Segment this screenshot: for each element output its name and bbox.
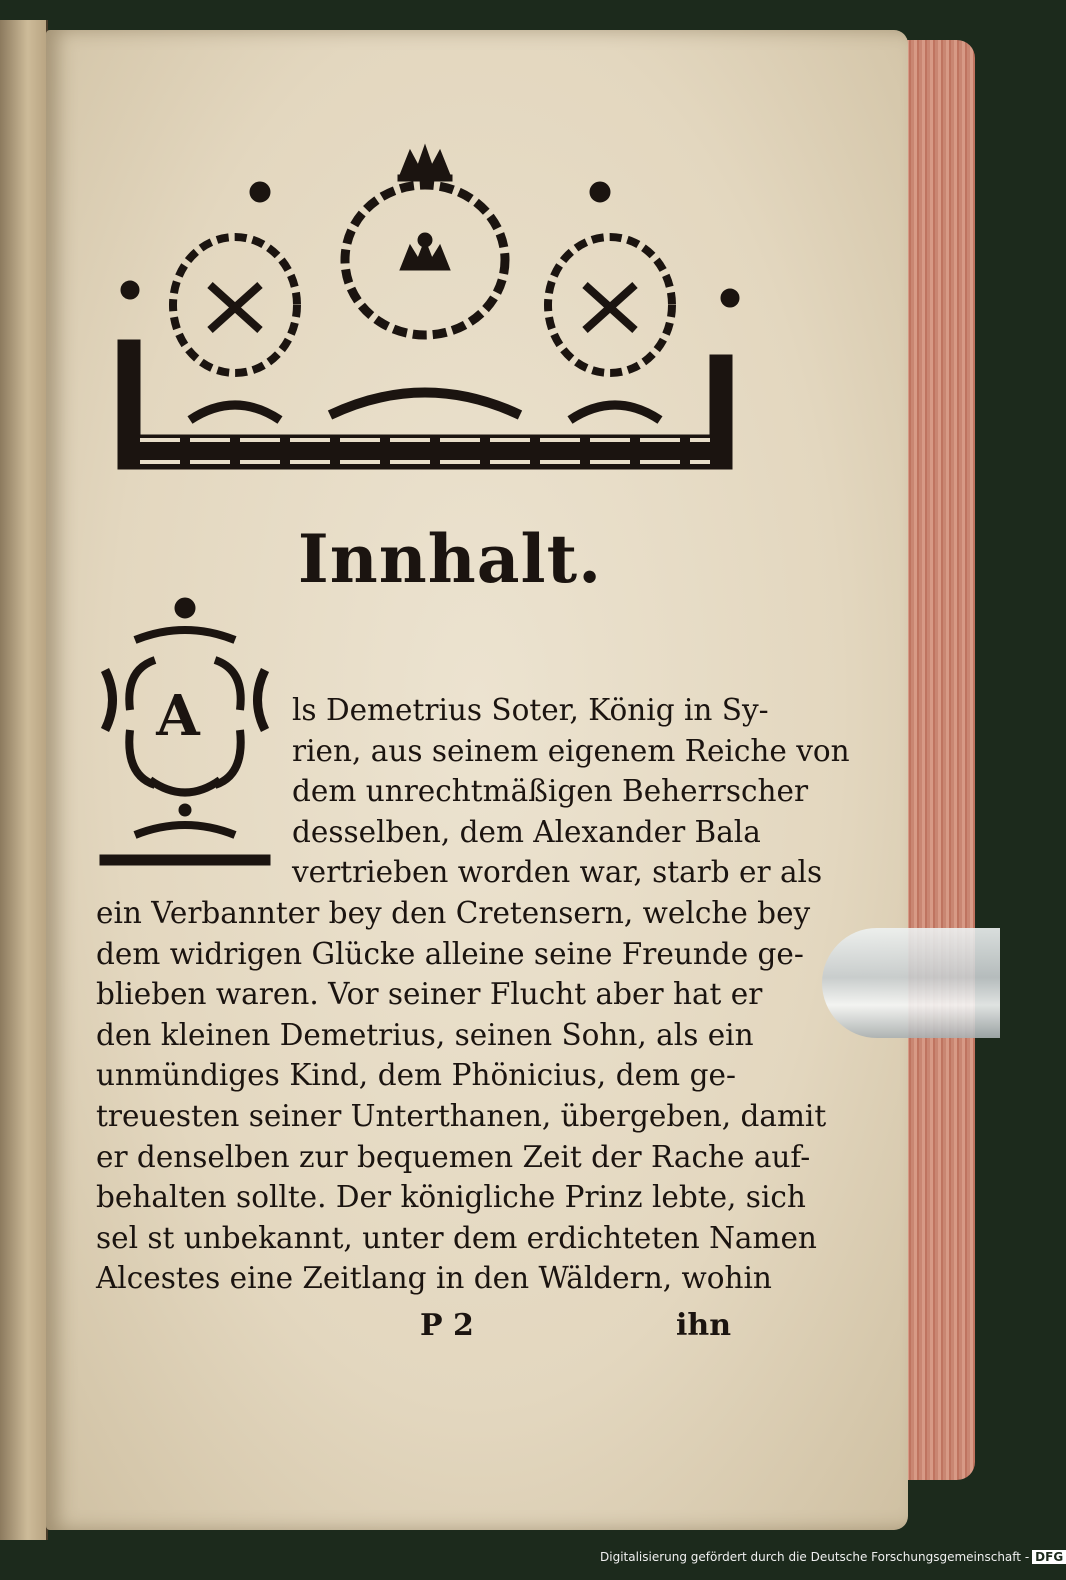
text-line: blieben waren. Vor seiner Flucht aber hat er xyxy=(96,977,763,1012)
text-line: ein Verbannter bey den Cretensern, welche bey xyxy=(96,895,811,930)
left-page-edge xyxy=(0,20,48,1540)
headpiece-ornament xyxy=(100,140,750,480)
text-line: Alcestes eine Zeitlang in den Wäldern, wohin xyxy=(96,1261,772,1296)
crown-icon xyxy=(400,145,450,175)
dfg-logo: DFG xyxy=(1032,1550,1066,1564)
text-line: dem unrechtmäßigen Beherrscher xyxy=(292,774,809,809)
page-title: Innhalt. xyxy=(297,520,603,598)
catchword: ihn xyxy=(676,1308,732,1343)
text-line: er denselben zur bequemen Zeit der Rache auf- xyxy=(96,1139,811,1174)
text-line: unmündiges Kind, dem Phönicius, dem ge- xyxy=(96,1058,736,1093)
text-line: sel st unbekannt, unter dem erdichteten Namen xyxy=(96,1220,817,1255)
text-line: ls Demetrius Soter, König in Sy- xyxy=(292,693,769,727)
text-line: dem widrigen Glücke alleine seine Freunde ge- xyxy=(96,936,804,971)
drop-cap-letter: A xyxy=(156,683,200,749)
text-line: vertrieben worden war, starb er als xyxy=(292,855,823,890)
digitization-credit xyxy=(600,1550,1066,1564)
text-line: desselben, dem Alexander Bala xyxy=(292,814,761,849)
signature-mark: P 2 xyxy=(420,1308,474,1343)
text-line: den kleinen Demetrius, seinen Sohn, als ein xyxy=(96,1017,754,1052)
body-text xyxy=(96,690,850,1299)
credit-text: Digitalisierung gefördert durch die Deutsche Forschungsgemeinschaft - xyxy=(600,1550,1030,1564)
page-clamp xyxy=(822,928,1000,1038)
text-line: treuesten seiner Unterthanen, übergeben, damit xyxy=(96,1098,827,1133)
text-line: rien, aus seinem eigenem Reiche von xyxy=(292,733,850,768)
text-line: behalten sollte. Der königliche Prinz lebte, sich xyxy=(96,1180,806,1215)
